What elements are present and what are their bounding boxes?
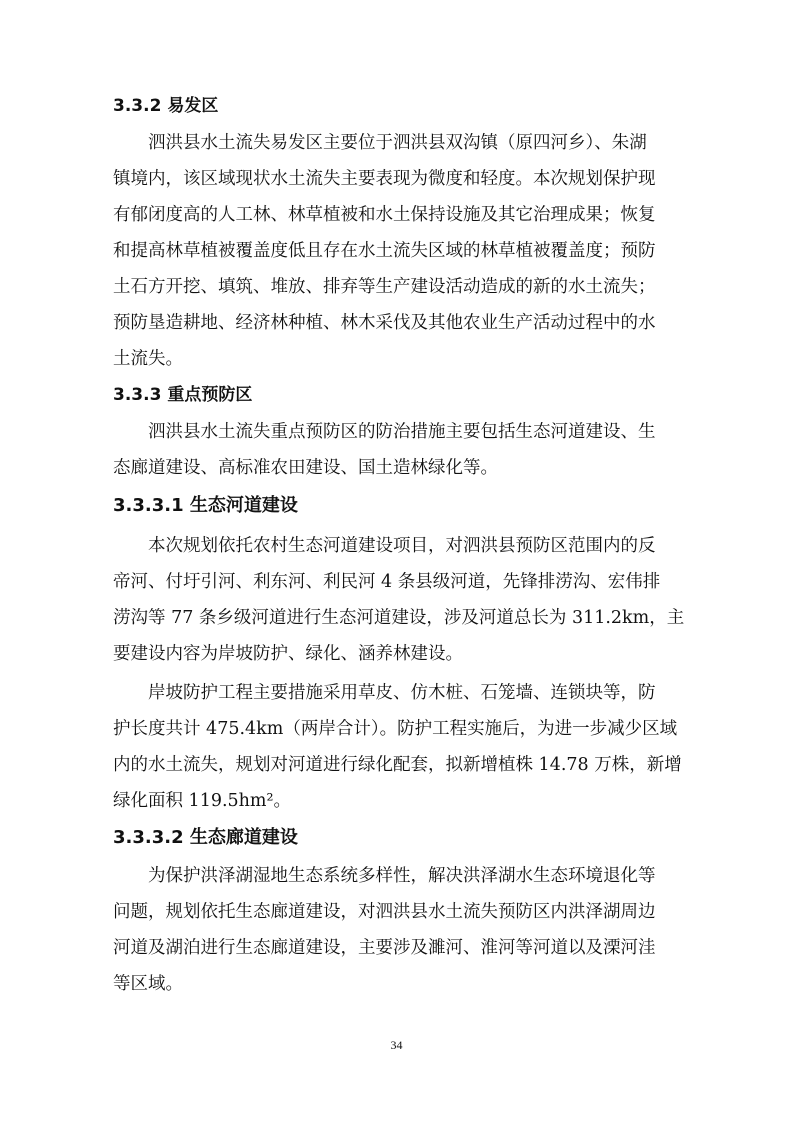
heading-3-3-3: 3.3.3 重点预防区 — [113, 385, 253, 405]
heading-3-3-3-2: 3.3.3.2 生态廊道建设 — [113, 827, 298, 848]
paragraph-line: 有郁闭度高的人工林、林草植被和水土保持设施及其它治理成果；恢复 — [113, 205, 656, 225]
heading-3-3-3-1: 3.3.3.1 生态河道建设 — [113, 495, 298, 516]
paragraph-line: 绿化面积 119.5hm²。 — [113, 791, 292, 811]
paragraph-line: 本次规划依托农村生态河道建设项目，对泗洪县预防区范围内的反 — [148, 536, 656, 556]
paragraph-line: 内的水土流失，规划对河道进行绿化配套，拟新增植株 14.78 万株，新增 — [113, 755, 682, 775]
paragraph-line: 涝沟等 77 条乡级河道进行生态河道建设，涉及河道总长为 311.2km，主 — [113, 608, 685, 628]
paragraph-line: 泗洪县水土流失重点预防区的防治措施主要包括生态河道建设、生 — [148, 422, 656, 442]
paragraph-line: 要建设内容为岸坡防护、绿化、涵养林建设。 — [113, 644, 463, 664]
paragraph-line: 问题，规划依托生态廊道建设，对泗洪县水土流失预防区内洪泽湖周边 — [113, 902, 656, 922]
paragraph-line: 河道及湖泊进行生态廊道建设，主要涉及濉河、淮河等河道以及溧河洼 — [113, 938, 656, 958]
paragraph-line: 帝河、付圩引河、利东河、利民河 4 条县级河道，先锋排涝沟、宏伟排 — [113, 572, 661, 592]
paragraph-line: 等区域。 — [113, 974, 183, 994]
paragraph-line: 护长度共计 475.4km（两岸合计）。防护工程实施后，为进一步减少区域 — [113, 719, 678, 739]
paragraph-line: 岸坡防护工程主要措施采用草皮、仿木桩、石笼墙、连锁块等，防 — [148, 683, 656, 703]
paragraph-line: 镇境内，该区域现状水土流失主要表现为微度和轻度。本次规划保护现 — [113, 169, 656, 189]
paragraph-line: 泗洪县水土流失易发区主要位于泗洪县双沟镇（原四河乡）、朱湖 — [148, 133, 647, 153]
page-number: 34 — [390, 1038, 403, 1052]
paragraph-line: 态廊道建设、高标准农田建设、国土造林绿化等。 — [113, 458, 498, 478]
paragraph-line: 为保护洪泽湖湿地生态系统多样性，解决洪泽湖水生态环境退化等 — [148, 866, 656, 886]
heading-3-3-2: 3.3.2 易发区 — [113, 96, 219, 116]
paragraph-line: 和提高林草植被覆盖度低且存在水土流失区域的林草植被覆盖度；预防 — [113, 241, 656, 261]
paragraph-line: 预防垦造耕地、经济林种植、林木采伐及其他农业生产活动过程中的水 — [113, 313, 656, 333]
paragraph-line: 土石方开挖、填筑、堆放、排弃等生产建设活动造成的新的水土流失； — [113, 277, 656, 297]
paragraph-line: 土流失。 — [113, 349, 183, 369]
